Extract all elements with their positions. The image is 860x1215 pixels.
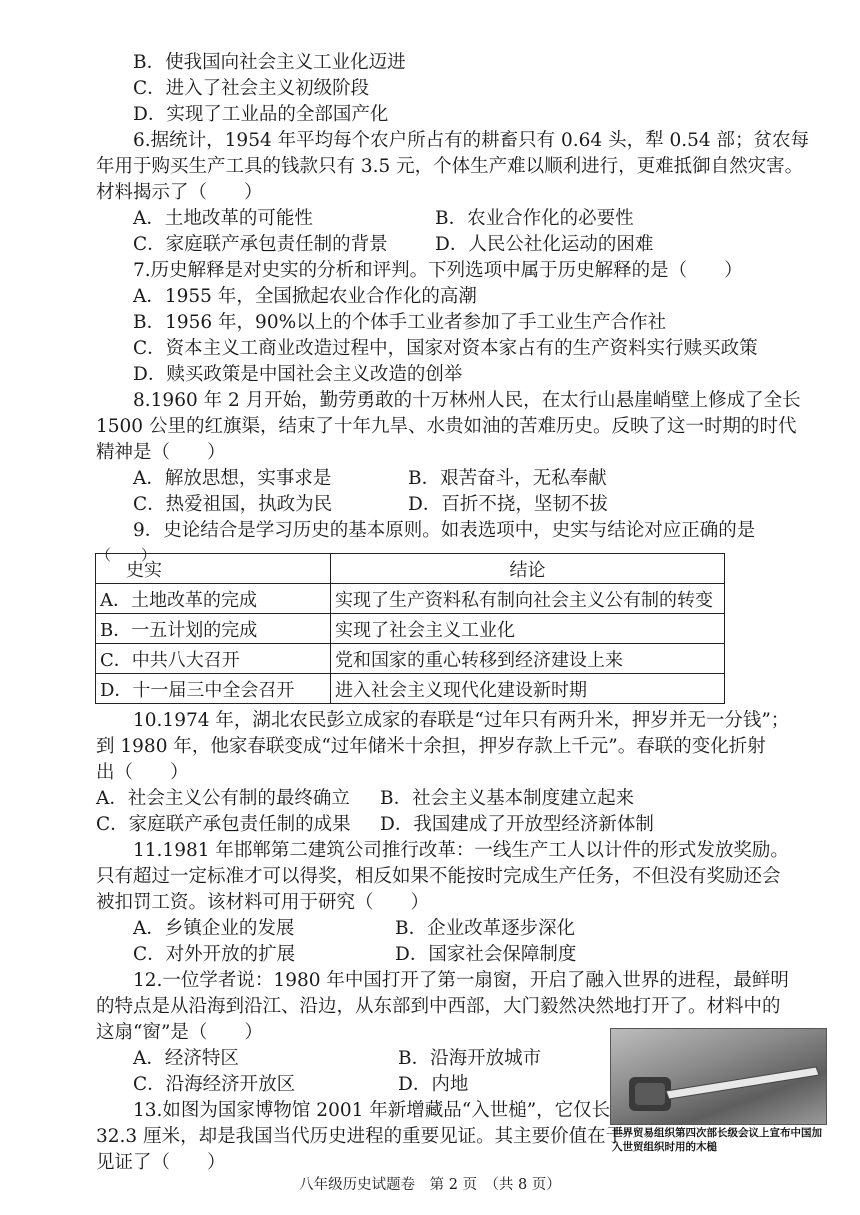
q8-stem-line2: 1500 公里的红旗渠，结束了十年九旱、水贵如油的苦难历史。反映了这一时期的时代	[96, 416, 797, 437]
q11-option-b: B．企业改革逐步深化	[395, 918, 576, 939]
wto-gavel-photo	[610, 1028, 827, 1125]
q10-option-a: A．社会主义公有制的最终确立	[96, 788, 350, 809]
q9-stem-line1: 9．史论结合是学习历史的基本原则。如表选项中，史实与结论对应正确的是	[133, 520, 756, 541]
q12-stem-line2: 的特点是从沿海到沿江、沿边，从东部到中西部，大门毅然决然地打开了。材料中的	[96, 996, 781, 1017]
table-row	[96, 644, 725, 674]
table-header-fact: 史实	[96, 554, 331, 584]
q11-stem-line2: 只有超过一定标准才可以得奖，相反如果不能按时完成生产任务，不但没有奖励还会	[96, 866, 781, 887]
table-header-conclusion: 结论	[331, 554, 725, 584]
table-row	[96, 674, 725, 704]
q6-stem-line2: 年用于购买生产工具的钱款只有 3.5 元，个体生产难以顺利进行，更难抵御自然灾害。	[96, 156, 804, 177]
q10-stem-line1: 10.1974 年，湖北农民彭立成家的春联是“过年只有两升米，押岁并无一分钱”；	[133, 710, 790, 731]
q12-stem-line1: 12.一位学者说：1980 年中国打开了第一扇窗，开启了融入世界的进程，最鲜明	[133, 970, 789, 991]
q8-option-b: B．艰苦奋斗，无私奉献	[408, 468, 607, 489]
table-cell-fact: A．土地改革的完成	[96, 584, 331, 614]
q6-option-d: D．人民公社化运动的困难	[435, 234, 654, 255]
q9-table	[95, 553, 725, 704]
q7-option-d: D．赎买政策是中国社会主义改造的创举	[133, 364, 463, 385]
q8-option-a: A．解放思想，实事求是	[133, 468, 332, 489]
table-row	[96, 584, 725, 614]
q12-option-c: C．沿海经济开放区	[133, 1074, 296, 1095]
q8-option-d: D．百折不挠，坚韧不拔	[408, 494, 608, 515]
q5-option-c: C．进入了社会主义初级阶段	[133, 78, 370, 99]
q13-stem-line3: 见证了（ ）	[96, 1152, 226, 1173]
q8-option-c: C．热爱祖国，执政为民	[133, 494, 333, 515]
q5-option-d: D．实现了工业品的全部国产化	[133, 104, 389, 125]
q7-option-b: B．1956 年，90%以上的个体手工业者参加了手工业生产合作社	[133, 312, 667, 333]
q6-option-a: A．土地改革的可能性	[133, 208, 313, 229]
table-header-row	[96, 554, 725, 584]
q9-stem-line2: （ ）	[96, 546, 157, 564]
table-cell-conclusion: 实现了生产资料私有制向社会主义公有制的转变	[331, 584, 725, 614]
table-cell-conclusion: 实现了社会主义工业化	[331, 614, 725, 644]
q10-stem-line2: 到 1980 年，他家春联变成“过年储米十余担，押岁存款上千元”。春联的变化折射	[96, 736, 766, 757]
page-footer: 八年级历史试题卷 第 2 页 （共 8 页）	[299, 1177, 561, 1193]
q10-stem-line3: 出（ ）	[96, 762, 189, 783]
q8-stem-line3: 精神是（ ）	[96, 442, 226, 463]
gavel-icon	[611, 1029, 826, 1124]
table-cell-conclusion: 党和国家的重心转移到经济建设上来	[331, 644, 725, 674]
q12-option-a: A．经济特区	[133, 1048, 239, 1069]
q13-stem-line1: 13.如图为国家博物馆 2001 年新增藏品“入世槌”，它仅长	[133, 1100, 611, 1121]
q11-option-c: C．对外开放的扩展	[133, 944, 296, 965]
q10-option-b: B．社会主义基本制度建立起来	[380, 788, 635, 809]
table-cell-conclusion: 进入社会主义现代化建设新时期	[331, 674, 725, 704]
table-cell-fact: D．十一届三中全会召开	[96, 674, 331, 704]
q6-stem-line3: 材料揭示了（ ）	[96, 182, 263, 203]
q8-stem-line1: 8.1960 年 2 月开始，勤劳勇敢的十万林州人民，在太行山悬崖峭壁上修成了全长	[133, 390, 801, 411]
q11-stem-line1: 11.1981 年邯郸第二建筑公司推行改革：一线生产工人以计件的形式发放奖励。	[133, 840, 789, 861]
q7-stem: 7.历史解释是对史实的分析和评判。下列选项中属于历史解释的是（ ）	[133, 260, 743, 281]
q5-option-b: B．使我国向社会主义工业化迈进	[133, 52, 406, 73]
q7-option-a: A．1955 年，全国掀起农业合作化的高潮	[133, 286, 477, 307]
q10-option-c: C．家庭联产承包责任制的成果	[96, 814, 351, 835]
table-cell-fact: C．中共八大召开	[96, 644, 331, 674]
photo-caption: 世界贸易组织第四次部长级会议上宣布中国加入世贸组织时用的木槌	[612, 1127, 822, 1153]
q10-option-d: D．我国建成了开放型经济新体制	[380, 814, 654, 835]
q12-option-d: D．内地	[398, 1074, 469, 1095]
q6-stem-line1: 6.据统计，1954 年平均每个农户所占有的耕畜只有 0.64 头，犁 0.54 部；贫农每	[133, 130, 810, 151]
table-cell-fact: B．一五计划的完成	[96, 614, 331, 644]
q6-option-b: B．农业合作化的必要性	[435, 208, 634, 229]
q12-stem-line3: 这扇“窗”是（ ）	[96, 1022, 263, 1043]
q7-option-c: C．资本主义工商业改造过程中，国家对资本家占有的生产资料实行赎买政策	[133, 338, 758, 359]
table-row	[96, 614, 725, 644]
q12-option-b: B．沿海开放城市	[398, 1048, 542, 1069]
q13-stem-line2: 32.3 厘米，却是我国当代历史进程的重要见证。其主要价值在于	[96, 1126, 625, 1147]
q11-option-a: A．乡镇企业的发展	[133, 918, 295, 939]
q11-stem-line3: 被扣罚工资。该材料可用于研究（ ）	[96, 892, 430, 913]
q11-option-d: D．国家社会保障制度	[395, 944, 577, 965]
q6-option-c: C．家庭联产承包责任制的背景	[133, 234, 388, 255]
